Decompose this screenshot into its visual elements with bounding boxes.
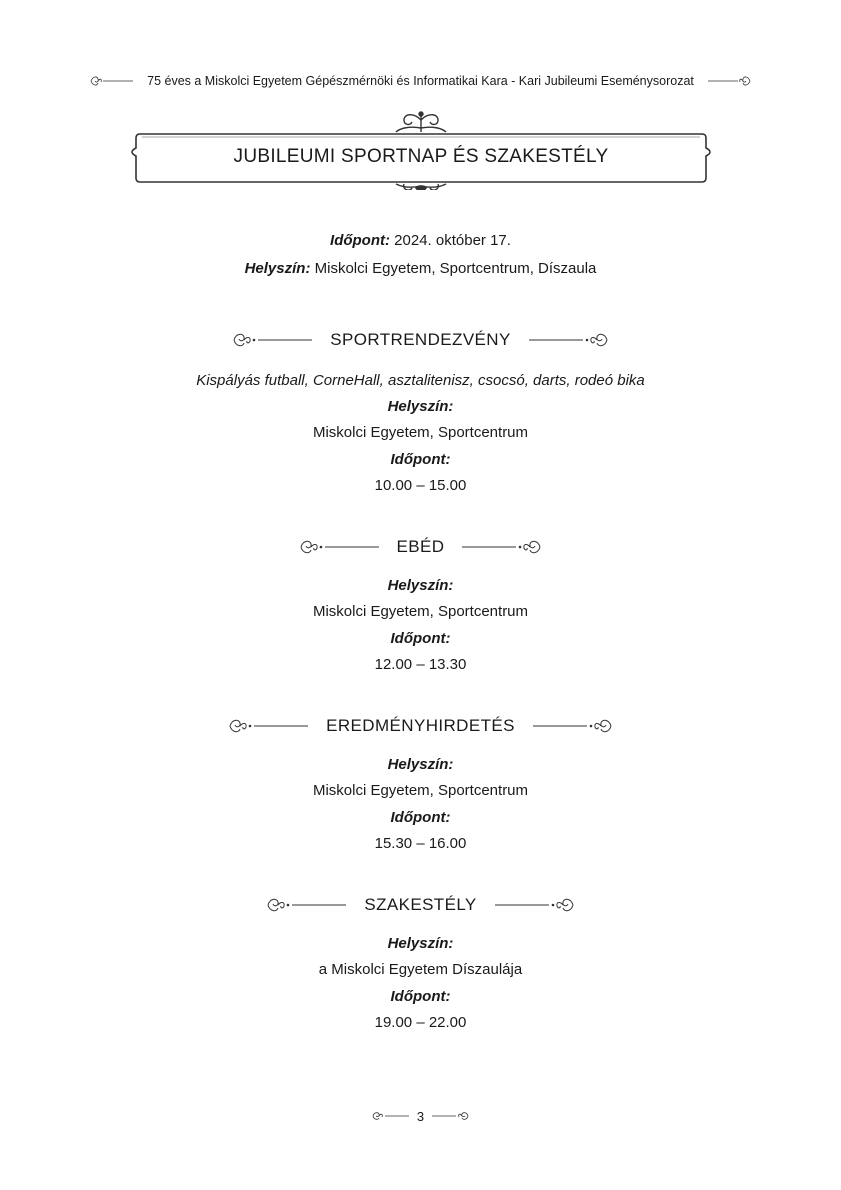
place-value: a Miskolci Egyetem Díszaulája — [318, 961, 523, 978]
event-place — [0, 260, 841, 277]
time-value: 10.00 – 15.00 — [374, 477, 467, 494]
flourish-right-icon — [432, 1110, 470, 1122]
section-heading — [0, 714, 841, 738]
page-number: 3 — [416, 1108, 425, 1124]
flourish-right-icon — [462, 537, 544, 557]
section-title: EREDMÉNYHIRDETÉS — [326, 716, 515, 735]
flourish-left-icon — [264, 895, 346, 915]
time-value: 12.00 – 13.30 — [374, 656, 467, 673]
section-title: SZAKESTÉLY — [364, 895, 477, 914]
place-value: Miskolci Egyetem, Sportcentrum — [312, 782, 529, 799]
time-label: Időpont: — [390, 988, 451, 1005]
flourish-left-icon — [230, 330, 312, 350]
flourish-right-icon — [533, 716, 615, 736]
event-date — [0, 232, 841, 249]
flourish-left-icon — [89, 74, 133, 88]
place-label: Helyszín: — [387, 398, 454, 415]
title-frame — [128, 110, 714, 190]
page-footer — [0, 1105, 841, 1127]
header-text: 75 éves a Miskolci Egyetem Gépészmérnöki és Informatikai Kara - Kari Jubileumi Eseménysorozat — [147, 74, 694, 88]
section-title: EBÉD — [396, 537, 445, 556]
time-value: 19.00 – 22.00 — [374, 1014, 467, 1031]
section-heading — [0, 893, 841, 917]
section-heading — [0, 535, 841, 559]
place-label: Helyszín: — [244, 260, 311, 277]
time-label: Időpont: — [390, 809, 451, 826]
section-title: SPORTRENDEZVÉNY — [330, 330, 511, 349]
running-header — [0, 70, 841, 92]
date-value: 2024. október 17. — [390, 232, 511, 249]
flourish-right-icon — [708, 74, 752, 88]
flourish-right-icon — [495, 895, 577, 915]
place-label: Helyszín: — [387, 577, 454, 594]
place-value: Miskolci Egyetem, Sportcentrum — [312, 424, 529, 441]
flourish-left-icon — [297, 537, 379, 557]
flourish-right-icon — [529, 330, 611, 350]
flourish-left-icon — [371, 1110, 409, 1122]
time-label: Időpont: — [390, 630, 451, 647]
place-value: Miskolci Egyetem, Sportcentrum — [312, 603, 529, 620]
time-value: 15.30 – 16.00 — [374, 835, 467, 852]
flourish-left-icon — [226, 716, 308, 736]
place-label: Helyszín: — [387, 935, 454, 952]
time-label: Időpont: — [390, 451, 451, 468]
place-label: Helyszín: — [387, 756, 454, 773]
page-title: JUBILEUMI SPORTNAP ÉS SZAKESTÉLY — [233, 146, 609, 167]
date-label: Időpont: — [330, 232, 391, 249]
place-value: Miskolci Egyetem, Sportcentrum, Díszaula — [310, 260, 597, 277]
section-description: Kispályás futball, CorneHall, asztalitenisz, csocsó, darts, rodeó bika — [196, 372, 645, 389]
section-heading — [0, 328, 841, 352]
